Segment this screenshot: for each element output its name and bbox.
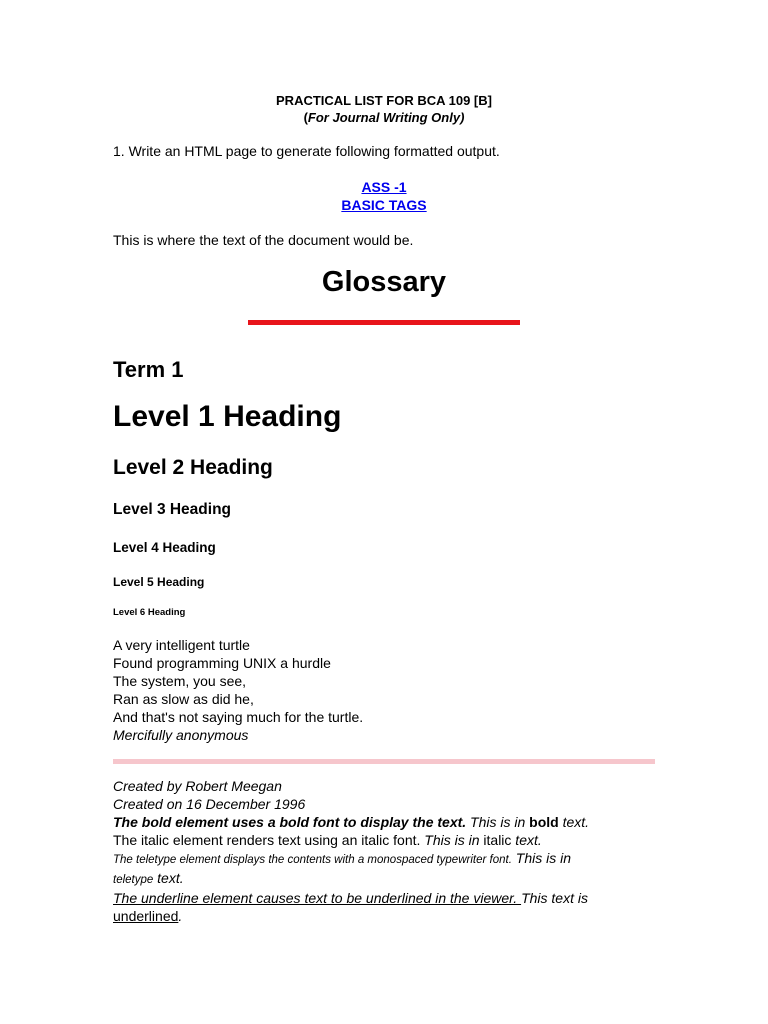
- level-4-heading: Level 4 Heading: [113, 540, 216, 555]
- italic-description: [113, 831, 653, 849]
- underline-word: underlined: [113, 908, 179, 924]
- poem-line: A very intelligent turtle: [113, 637, 250, 653]
- underline-lead: The underline element causes text to be underlined in the viewer.: [113, 890, 522, 906]
- poem-block: [113, 636, 363, 744]
- poem-line: Ran as slow as did he,: [113, 691, 254, 707]
- italic-post: text.: [511, 832, 542, 848]
- level-5-heading: Level 5 Heading: [113, 575, 205, 589]
- underline-description: [113, 889, 653, 907]
- level-6-heading: Level 6 Heading: [113, 607, 186, 618]
- ass-link-row: [0, 179, 768, 197]
- ass-link[interactable]: ASS -1: [361, 179, 407, 195]
- underline-description-cont: [113, 907, 653, 925]
- bold-description: [113, 813, 653, 831]
- term-heading: Term 1: [113, 357, 184, 382]
- bold-pre: This is in: [466, 814, 530, 830]
- task-instruction: 1. Write an HTML page to generate following formatted output.: [113, 143, 500, 159]
- level-3-heading: Level 3 Heading: [113, 501, 232, 518]
- level-1-heading: Level 1 Heading: [113, 400, 342, 433]
- italic-lead: The italic element renders text using an italic font.: [113, 832, 421, 848]
- underline-post: .: [178, 908, 183, 924]
- teletype-post: text.: [153, 870, 184, 886]
- red-divider: [248, 320, 520, 325]
- italic-pre: This is in: [420, 832, 484, 848]
- poem-line: Found programming UNIX a hurdle: [113, 655, 331, 671]
- poem-line: And that's not saying much for the turtle.: [113, 709, 364, 725]
- bold-lead: The bold element uses a bold font to display the text.: [113, 814, 467, 830]
- subtitle-open-paren: (: [303, 110, 308, 125]
- intro-text: This is where the text of the document would be.: [113, 232, 414, 248]
- glossary-heading: Glossary: [321, 266, 447, 298]
- level-2-heading: Level 2 Heading: [113, 456, 273, 479]
- page-subtitle: [0, 110, 768, 125]
- underline-pre: This text is: [521, 890, 588, 906]
- bold-post: text.: [558, 814, 590, 830]
- created-by: Created by Robert Meegan: [113, 778, 282, 794]
- poem-attribution: Mercifully anonymous: [113, 727, 249, 743]
- teletype-word: teletype: [113, 874, 154, 886]
- created-on: Created on 16 December 1996: [113, 796, 306, 812]
- pink-divider: [113, 759, 655, 764]
- italic-word: italic: [483, 832, 512, 848]
- bold-word: bold: [529, 814, 559, 830]
- basic-tags-link-row: [0, 197, 768, 215]
- teletype-description-cont: [113, 869, 653, 889]
- teletype-lead: The teletype element displays the contents with a monospaced typewriter font.: [113, 854, 512, 866]
- basic-tags-link[interactable]: BASIC TAGS: [341, 197, 427, 213]
- page-title: PRACTICAL LIST FOR BCA 109 [B]: [276, 93, 492, 108]
- subtitle-text: For Journal Writing Only): [307, 110, 465, 125]
- teletype-pre: This is in: [511, 850, 572, 866]
- footer-block: [113, 777, 653, 925]
- teletype-description: [113, 849, 653, 869]
- poem-line: The system, you see,: [113, 673, 247, 689]
